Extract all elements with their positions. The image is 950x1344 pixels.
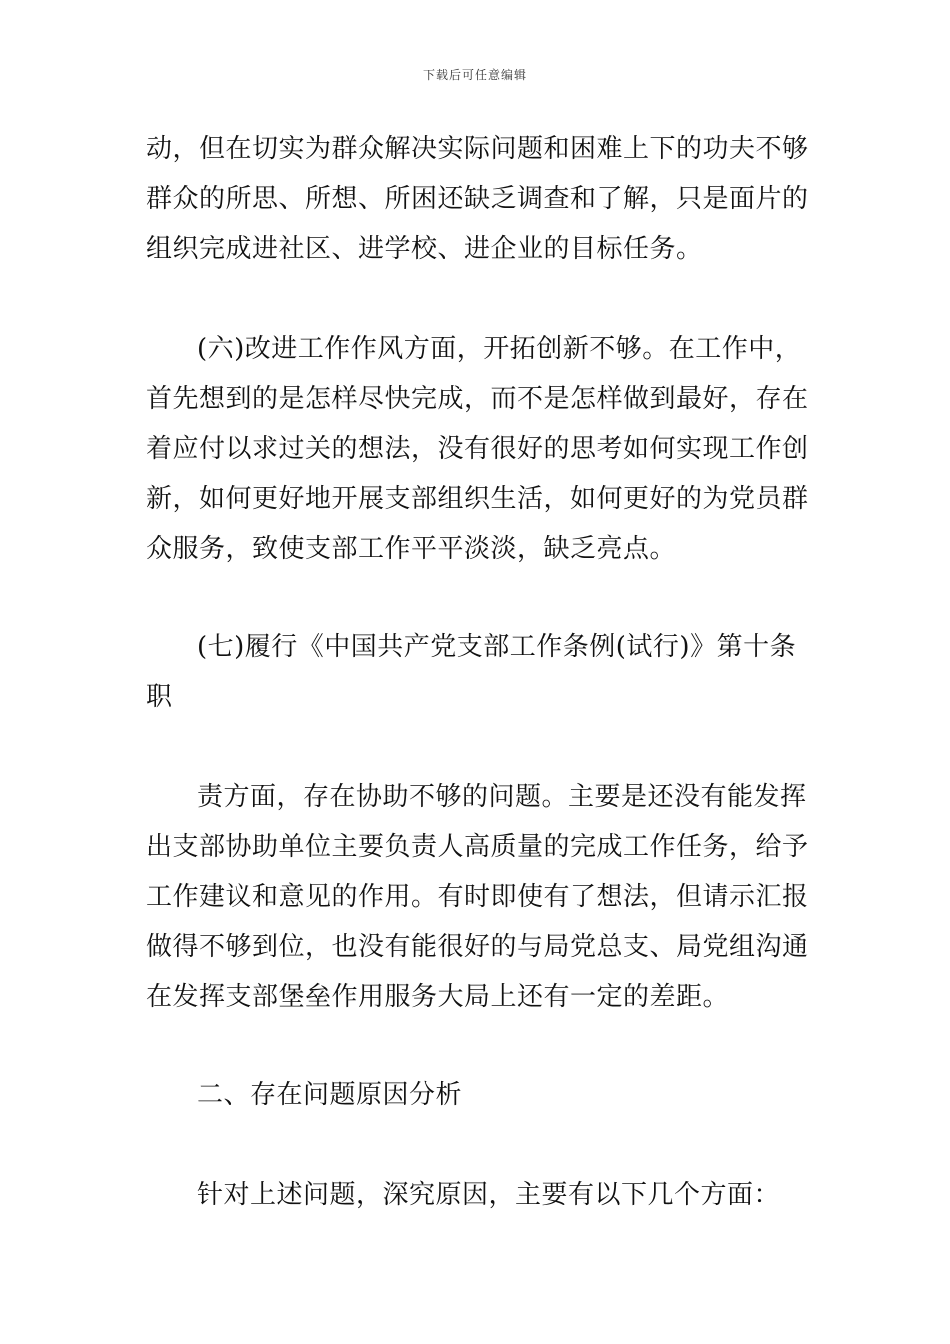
body-line: (七)履行《中国共产党支部工作条例(试行)》第十条	[197, 632, 797, 662]
section-heading: 二、存在问题原因分析	[197, 1080, 463, 1110]
body-line: 动，但在切实为群众解决实际问题和困难上下的功夫不够	[146, 134, 809, 164]
body-line: 责方面，存在协助不够的问题。主要是还没有能发挥	[197, 782, 807, 812]
body-line: 首先想到的是怎样尽快完成，而不是怎样做到最好，存在	[146, 384, 809, 414]
page-header: 下载后可任意编辑	[422, 68, 527, 82]
body-line: 出支部协助单位主要负责人高质量的完成工作任务，给予	[146, 832, 809, 862]
body-line: 职	[146, 682, 173, 712]
body-line: 做得不够到位，也没有能很好的与局党总支、局党组沟通	[146, 932, 809, 962]
body-line: 工作建议和意见的作用。有时即使有了想法，但请示汇报	[146, 882, 809, 912]
body-line: 组织完成进社区、进学校、进企业的目标任务。	[146, 234, 703, 264]
body-line: 众服务，致使支部工作平平淡淡，缺乏亮点。	[146, 534, 677, 564]
body-line: 着应付以求过关的想法，没有很好的思考如何实现工作创	[146, 434, 809, 464]
body-line: (六)改进工作作风方面，开拓创新不够。在工作中，	[197, 334, 802, 364]
body-line: 新，如何更好地开展支部组织生活，如何更好的为党员群	[146, 484, 809, 514]
body-line: 针对上述问题，深究原因，主要有以下几个方面：	[197, 1180, 781, 1210]
body-line: 群众的所思、所想、所困还缺乏调查和了解，只是面片的	[146, 184, 809, 214]
body-line: 在发挥支部堡垒作用服务大局上还有一定的差距。	[146, 982, 730, 1012]
